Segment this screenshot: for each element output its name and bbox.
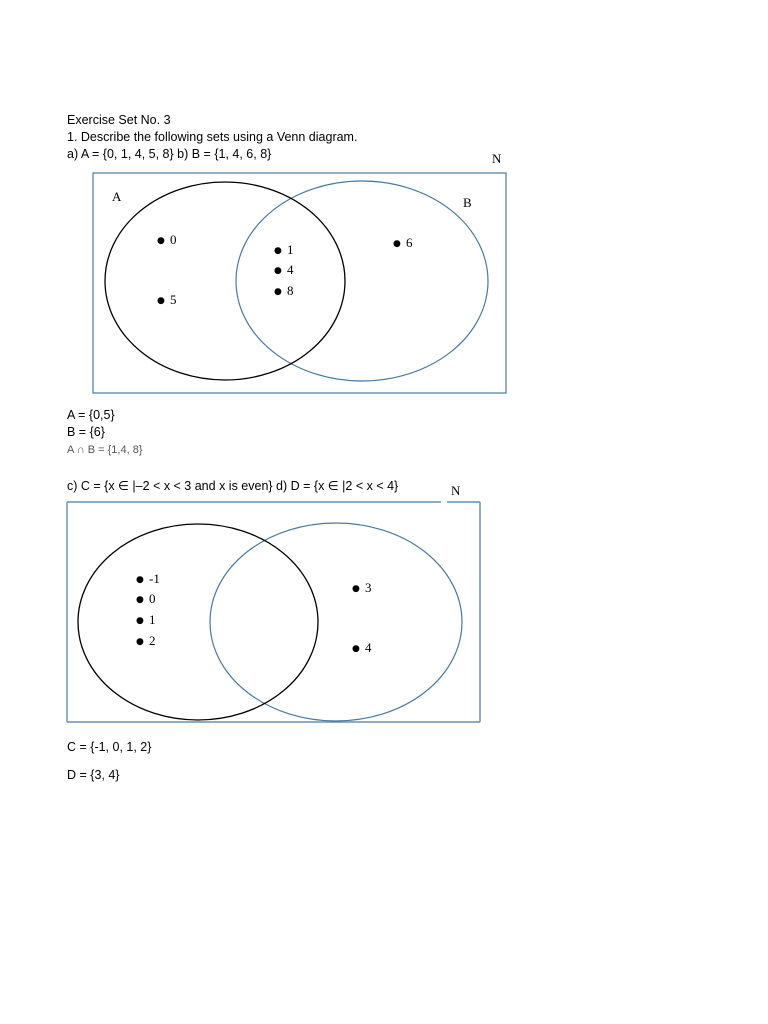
answer-b: B = {6} [67,425,105,439]
element: 3 [365,580,372,595]
svg-text:●: ● [274,287,282,297]
set-a-label: A [112,189,122,204]
svg-text:●: ● [274,246,282,256]
problem-cd: c) C = {x ∈ |–2 < x < 3 and x is even} d) D = {x ∈ |2 < x < 4} [67,479,399,493]
answer-d: D = {3, 4} [67,768,120,782]
svg-text:●: ● [157,236,165,246]
element: 0 [170,232,177,247]
svg-text:●: ● [136,637,144,647]
svg-text:●: ● [393,239,401,249]
set-d-circle [210,523,462,721]
venn2-left-only [136,571,160,648]
element: 4 [287,262,294,277]
venn1-right-only [393,235,413,250]
element: 2 [149,633,156,648]
element: 1 [149,612,156,627]
element: 8 [287,283,294,298]
exercise-title: Exercise Set No. 3 [67,113,171,127]
universe-frame-1 [93,173,506,393]
element: 4 [365,640,372,655]
element: 5 [170,292,177,307]
element: 0 [149,591,156,606]
problem-ab: a) A = {0, 1, 4, 5, 8} b) B = {1, 4, 6, 8} [67,147,272,161]
set-b-label: B [463,195,472,210]
set-a-circle [105,182,345,380]
svg-text:●: ● [136,575,144,585]
answer-intersection: A ∩ B = {1,4, 8} [67,444,143,456]
answer-c: C = {-1, 0, 1, 2} [67,740,152,754]
svg-text:●: ● [352,584,360,594]
instruction-text: 1. Describe the following sets using a Venn diagram. [67,130,358,144]
svg-text:●: ● [274,266,282,276]
venn1-intersection [274,242,294,298]
svg-text:●: ● [136,616,144,626]
element: -1 [149,571,160,586]
universe-label-2: N [451,483,461,498]
venn2-right-only [352,580,372,655]
svg-text:●: ● [157,296,165,306]
svg-text:●: ● [352,644,360,654]
venn1-left-only [157,232,177,307]
set-b-circle [236,181,488,381]
svg-text:●: ● [136,595,144,605]
universe-label-1: N [492,151,502,166]
element: 1 [287,242,294,257]
set-c-circle [78,524,318,720]
element: 6 [406,235,413,250]
answer-a: A = {0,5} [67,408,115,422]
